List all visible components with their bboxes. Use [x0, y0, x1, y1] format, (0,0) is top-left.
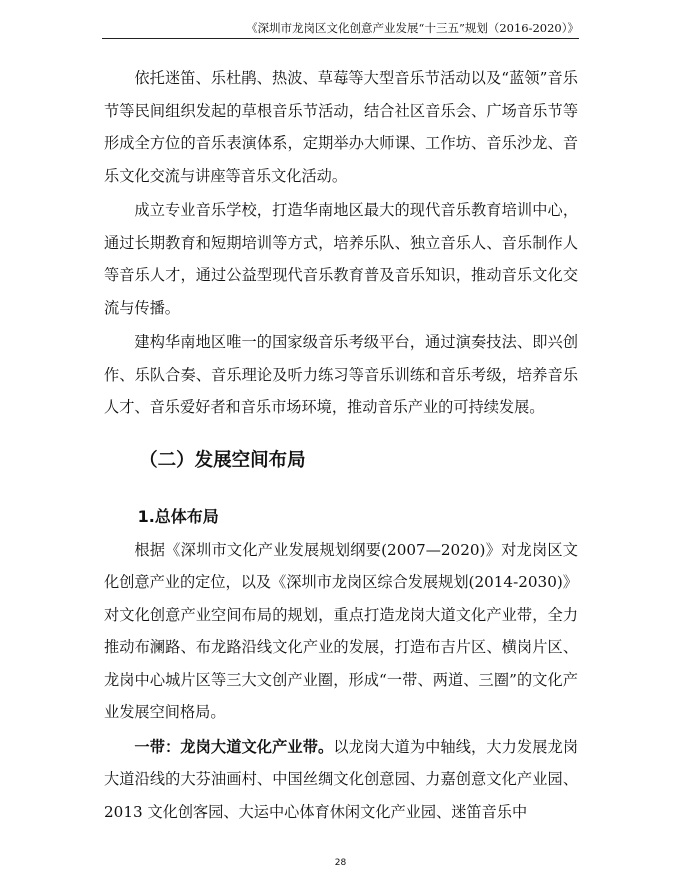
section-heading: （二）发展空间布局 — [139, 449, 306, 471]
paragraph-one-belt — [104, 731, 578, 829]
subsection-heading: 1.总体布局 — [137, 506, 219, 526]
paragraph-body: 以龙岗大道为中轴线，大力发展龙岗大道沿线的大芬油画村、中国丝绸文化创意园、力嘉创意文化产业园、2013 文化创客园、大运中心体育休闲文化产业园、迷笛音乐中 — [104, 737, 579, 821]
page-header — [102, 20, 579, 39]
document-body — [104, 62, 578, 828]
paragraph-overall-layout: 根据《深圳市文化产业发展规划纲要(2007—2020)》对龙岗区文化创意产业的定位，以及《深圳市龙岗区综合发展规划(2014-2030)》对文化创意产业空间布局的规划，重点打造龙岗大道文化产业带，全力推动布澜路、布龙路沿线文化产业的发展，打造布吉片区、横岗片区、龙岗中心城片区等三大文创产业圈，形成“一带、两道、三圈”的文化产业发展空间格局。 — [104, 540, 578, 721]
page-number: 28 — [334, 858, 347, 868]
header-title: 《深圳市龙岗区文化创意产业发展“十三五”规划（2016-2020）》 — [246, 21, 579, 35]
paragraph-music-school: 成立专业音乐学校，打造华南地区最大的现代音乐教育培训中心，通过长期教育和短期培训等方式，培养乐队、独立音乐人、音乐制作人等音乐人才，通过公益型现代音乐教育普及音乐知识，推动音乐文化交流与传播。 — [104, 201, 578, 317]
paragraph-music-exam-platform: 建构华南地区唯一的国家级音乐考级平台，通过演奏技法、即兴创作、乐队合奏、音乐理论及听力练习等音乐训练和音乐考级，培养音乐人才、音乐爱好者和音乐市场环境，推动音乐产业的可持续发展。 — [104, 333, 578, 416]
paragraph-lead: 一带：龙岗大道文化产业带。 — [134, 737, 334, 756]
paragraph-music-festivals: 依托迷笛、乐杜鹃、热波、草莓等大型音乐节活动以及“蓝领”音乐节等民间组织发起的草根音乐节活动，结合社区音乐会、广场音乐节等形成全方位的音乐表演体系，定期举办大师课、工作坊、音乐沙龙、音乐文化交流与讲座等音乐文化活动。 — [104, 69, 578, 185]
